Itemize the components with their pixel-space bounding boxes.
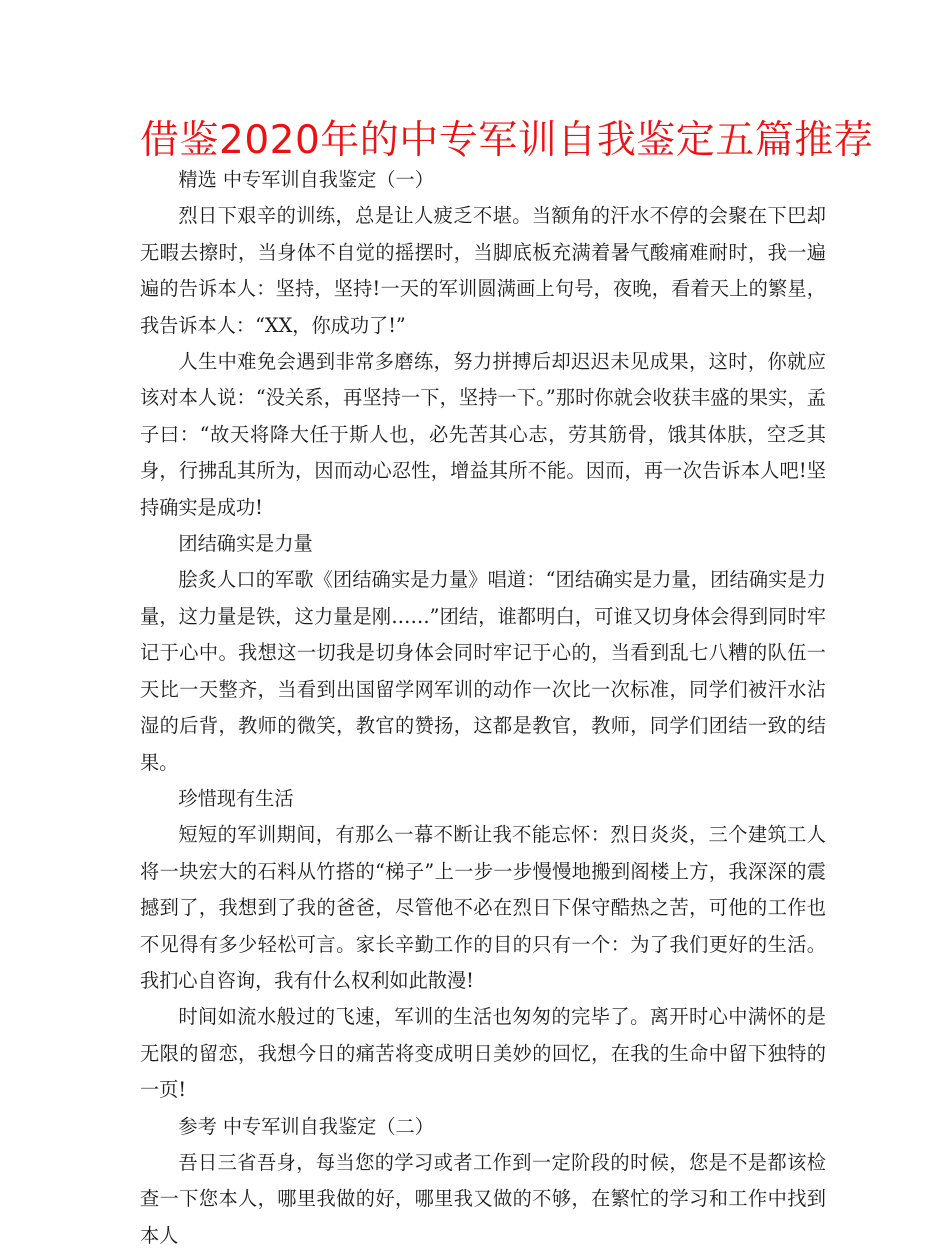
section-heading: 精选 中专军训自我鉴定（一） bbox=[178, 168, 434, 191]
body-paragraph: 时间如流水般过的飞速，军训的生活也匆匆的完毕了。离开时心中满怀的是无限的留恋，我想今日的痛苦将变成明日美妙的回忆，在我的生命中留下独特的一页! bbox=[140, 1005, 826, 1102]
body-paragraph: 烈日下艰辛的训练，总是让人疲乏不堪。当额角的汗水不停的会聚在下巴却无暇去擦时，当身体不自觉的摇摆时，当脚底板充满着暑气酸痛难耐时，我一遍遍的告诉本人：坚持，坚持!一天的军训圆满画上句号，夜晚，看着天上的繁星，我告诉本人：“XX，你成功了!” bbox=[140, 204, 826, 337]
document-body bbox=[140, 162, 826, 1254]
body-paragraph: 短短的军训期间，有那么一幕不断让我不能忘怀：烈日炎炎，三个建筑工人将一块宏大的石料从竹搭的“梯子”上一步一步慢慢地搬到阁楼上方，我深深的震撼到了，我想到了我的爸爸，尽管他不必在烈日下保守酷热之苦，可他的工作也不见得有多少轻松可言。家长辛勤工作的目的只有一个：为了我们更好的生活。我扪心自咨询，我有什么权利如此散漫! bbox=[140, 823, 826, 992]
body-paragraph: 吾日三省吾身，每当您的学习或者工作到一定阶段的时候，您是不是都该检查一下您本人，哪里我做的好，哪里我又做的不够，在繁忙的学习和工作中找到本人 bbox=[140, 1150, 826, 1247]
subheading: 团结确实是力量 bbox=[178, 532, 313, 556]
subheading: 珍惜现有生活 bbox=[178, 786, 294, 810]
body-paragraph: 人生中难免会遇到非常多磨练，努力拼搏后却迟迟未见成果，这时，你就应该对本人说：“没关系，再坚持一下，坚持一下。”那时你就会收获丰盛的果实，孟子曰：“故天将降大任于斯人也，必先苦其心志，劳其筋骨，饿其体肤，空乏其身，行拂乱其所为，因而动心忍性，增益其所不能。因而，再一次告诉本人吧!坚持确实是成功! bbox=[140, 350, 826, 519]
section-heading: 参考 中专军训自我鉴定（二） bbox=[178, 1114, 434, 1138]
body-paragraph: 脍炙人口的军歌《团结确实是力量》唱道：“团结确实是力量，团结确实是力量，这力量是铁，这力量是刚……”团结，谁都明白，可谁又切身体会得到同时牢记于心中。我想这一切我是切身体会同时牢记于心的，当看到乱七八糟的队伍一天比一天整齐，当看到出国留学网军训的动作一次比一次标准，同学们被汗水沾湿的后背，教师的微笑，教官的赞扬，这都是教官，教师，同学们团结一致的结果。 bbox=[140, 568, 826, 774]
document-title: 借鉴2020年的中专军训自我鉴定五篇推荐 bbox=[140, 118, 874, 163]
